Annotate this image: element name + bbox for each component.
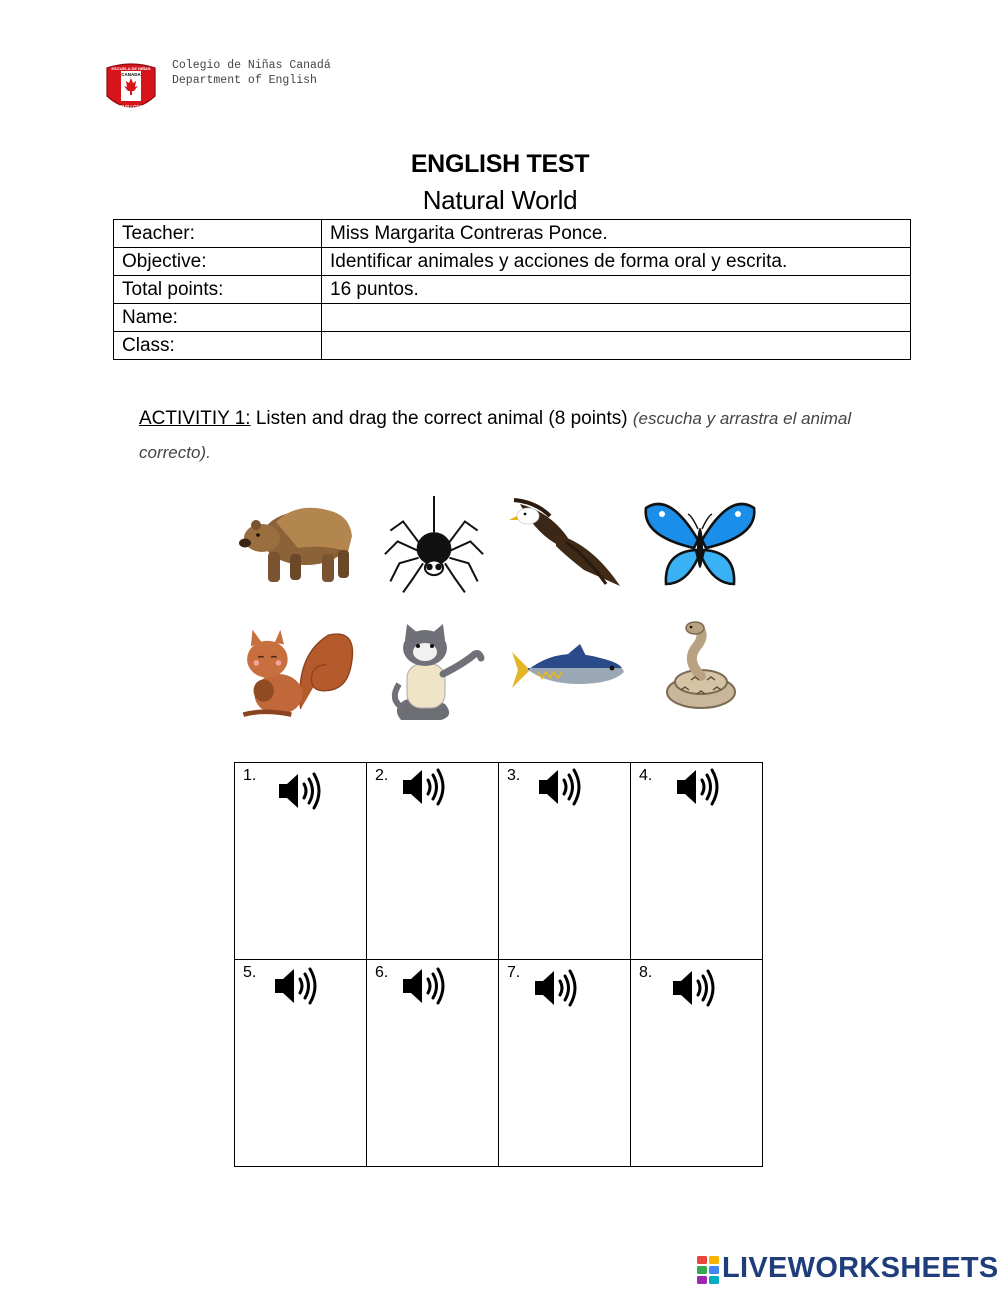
answer-number: 1. xyxy=(243,767,257,784)
speaker-icon[interactable] xyxy=(671,968,717,1008)
butterfly-icon[interactable] xyxy=(640,496,760,596)
speaker-icon[interactable] xyxy=(537,767,583,807)
answer-number: 5. xyxy=(243,964,257,981)
department-name: Department of English xyxy=(172,74,317,87)
drop-zone-5[interactable] xyxy=(235,960,367,1167)
info-row-total-points xyxy=(114,276,911,304)
speaker-icon[interactable] xyxy=(401,767,447,807)
drop-zone-7[interactable] xyxy=(499,960,631,1167)
bear-icon[interactable] xyxy=(238,494,358,594)
info-value: Identificar animales y acciones de forma oral y escrita. xyxy=(322,248,911,276)
info-value: Miss Margarita Contreras Ponce. xyxy=(322,220,911,248)
answer-grid xyxy=(234,762,763,1167)
activity-instruction xyxy=(139,402,879,470)
crest-text-bottom: QUILLOTA xyxy=(119,104,143,109)
info-row-class xyxy=(114,332,911,360)
drop-zone-1[interactable] xyxy=(235,763,367,960)
activity-text: Listen and drag the correct animal (8 points) xyxy=(250,408,633,429)
cat-icon[interactable] xyxy=(380,624,500,724)
snake-icon[interactable] xyxy=(640,620,760,720)
fish-icon[interactable] xyxy=(508,620,628,720)
drop-zone-6[interactable] xyxy=(367,960,499,1167)
speaker-icon[interactable] xyxy=(533,968,579,1008)
info-row-teacher xyxy=(114,220,911,248)
class-input-cell[interactable] xyxy=(322,332,911,360)
speaker-icon[interactable] xyxy=(675,767,721,807)
info-row-objective xyxy=(114,248,911,276)
info-table xyxy=(113,219,911,360)
speaker-icon[interactable] xyxy=(277,771,323,811)
info-label: Objective: xyxy=(114,248,322,276)
answer-number: 7. xyxy=(507,964,521,981)
info-label: Class: xyxy=(114,332,322,360)
school-crest-logo xyxy=(104,62,158,114)
info-row-name xyxy=(114,304,911,332)
answer-number: 2. xyxy=(375,767,389,784)
speaker-icon[interactable] xyxy=(273,966,319,1006)
activity-label: ACTIVITIY 1: xyxy=(139,408,251,429)
answer-number: 6. xyxy=(375,964,389,981)
liveworksheets-brand: LIVEWORKSHEETS xyxy=(722,1252,999,1284)
info-value: 16 puntos. xyxy=(322,276,911,304)
activity-note: (escucha y arrastra el animal correcto). xyxy=(139,409,852,462)
school-heading xyxy=(172,58,331,88)
crest-text-middle: CANADA xyxy=(121,72,141,77)
drop-zone-2[interactable] xyxy=(367,763,499,960)
answer-number: 3. xyxy=(507,767,521,784)
answer-number: 4. xyxy=(639,767,653,784)
crest-text-top: ESCUELA DE NIÑAS xyxy=(111,66,151,71)
name-input-cell[interactable] xyxy=(322,304,911,332)
eagle-icon[interactable] xyxy=(506,494,626,594)
answer-number: 8. xyxy=(639,964,653,981)
page-subtitle: Natural World xyxy=(422,185,578,215)
info-label: Teacher: xyxy=(114,220,322,248)
school-name: Colegio de Niñas Canadá xyxy=(172,59,331,72)
spider-icon[interactable] xyxy=(374,496,494,596)
drop-zone-3[interactable] xyxy=(499,763,631,960)
info-label: Total points: xyxy=(114,276,322,304)
squirrel-icon[interactable] xyxy=(236,624,356,724)
drop-zone-4[interactable] xyxy=(631,763,763,960)
liveworksheets-logo-icon xyxy=(697,1254,721,1286)
info-label: Name: xyxy=(114,304,322,332)
speaker-icon[interactable] xyxy=(401,966,447,1006)
page-title: ENGLISH TEST xyxy=(410,150,590,178)
drop-zone-8[interactable] xyxy=(631,960,763,1167)
